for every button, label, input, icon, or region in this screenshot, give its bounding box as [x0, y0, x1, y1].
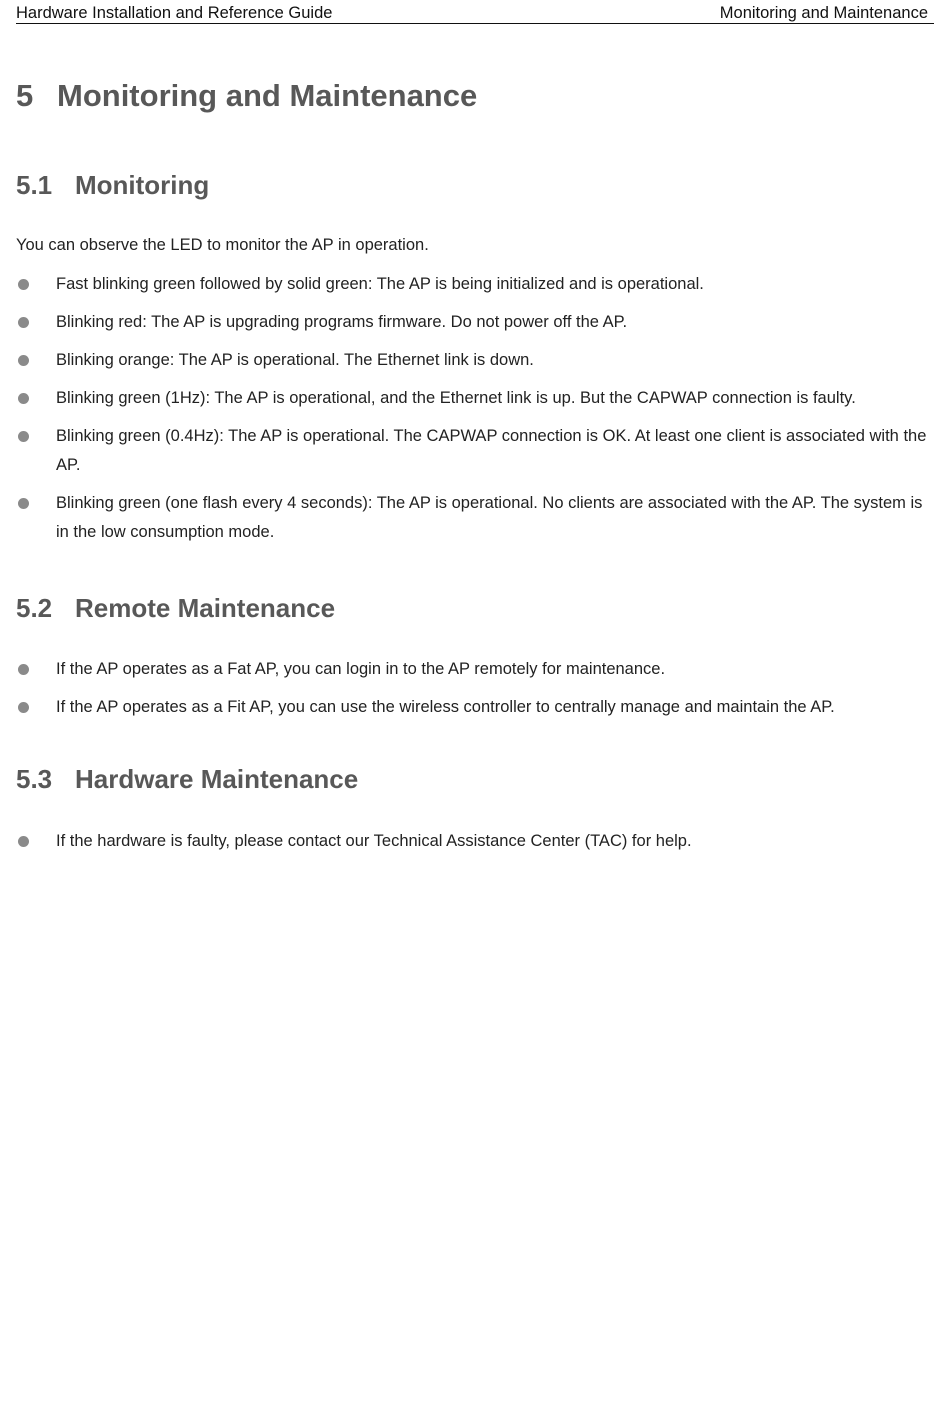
bullet-icon: [18, 393, 29, 404]
header-chapter-title: Monitoring and Maintenance: [719, 4, 928, 22]
section-title: Remote Maintenance: [75, 593, 336, 623]
list-item: [16, 308, 936, 337]
list-item-text: Blinking orange: The AP is operational. The Ethernet link is down.: [56, 351, 534, 369]
list-item: [16, 384, 936, 413]
page-header: [16, 2, 934, 24]
list-item-text: Blinking green (0.4Hz): The AP is operational. The CAPWAP connection is OK. At least one client is associated with the AP.: [56, 427, 927, 474]
list-item: [16, 346, 936, 375]
list-item-text: Blinking green (1Hz): The AP is operational, and the Ethernet link is up. But the CAPWAP connection is faulty.: [56, 389, 856, 407]
list-item: [16, 693, 936, 722]
chapter-number: 5: [16, 78, 34, 113]
bullet-icon: [18, 279, 29, 290]
list-item-text: Blinking red: The AP is upgrading programs firmware. Do not power off the AP.: [56, 313, 628, 331]
bullet-icon: [18, 317, 29, 328]
list-item-text: If the AP operates as a Fit AP, you can use the wireless controller to centrally manage and maintain the AP.: [56, 698, 835, 716]
list-item-text: If the AP operates as a Fat AP, you can login in to the AP remotely for maintenance.: [56, 660, 666, 678]
section-number: 5.2: [16, 593, 53, 623]
chapter-title: Monitoring and Maintenance: [57, 78, 478, 113]
section-heading-remote-maintenance: [16, 593, 335, 624]
section-title: Monitoring: [75, 170, 210, 200]
list-item: [16, 655, 936, 684]
section-title: Hardware Maintenance: [75, 764, 359, 794]
section-heading-hardware-maintenance: [16, 764, 358, 795]
monitoring-intro: You can observe the LED to monitor the AP in operation.: [16, 236, 429, 254]
section-number: 5.1: [16, 170, 53, 200]
list-item: [16, 422, 936, 480]
bullet-icon: [18, 355, 29, 366]
list-item-text: Blinking green (one flash every 4 seconds): The AP is operational. No clients are associated with the AP. The system is in the low consumption mode.: [56, 494, 923, 541]
header-document-title: Hardware Installation and Reference Guide: [16, 4, 333, 22]
list-item: [16, 270, 936, 299]
list-item-text: Fast blinking green followed by solid green: The AP is being initialized and is operational.: [56, 275, 704, 293]
led-status-list: [16, 270, 936, 556]
bullet-icon: [18, 498, 29, 509]
bullet-icon: [18, 664, 29, 675]
section-number: 5.3: [16, 764, 53, 794]
bullet-icon: [18, 431, 29, 442]
bullet-icon: [18, 836, 29, 847]
list-item: [16, 827, 936, 856]
list-item-text: If the hardware is faulty, please contact our Technical Assistance Center (TAC) for help.: [56, 832, 692, 850]
hardware-maintenance-list: [16, 827, 936, 865]
chapter-heading: [16, 78, 477, 114]
remote-maintenance-list: [16, 655, 936, 731]
section-heading-monitoring: [16, 170, 209, 201]
bullet-icon: [18, 702, 29, 713]
list-item: [16, 489, 936, 547]
